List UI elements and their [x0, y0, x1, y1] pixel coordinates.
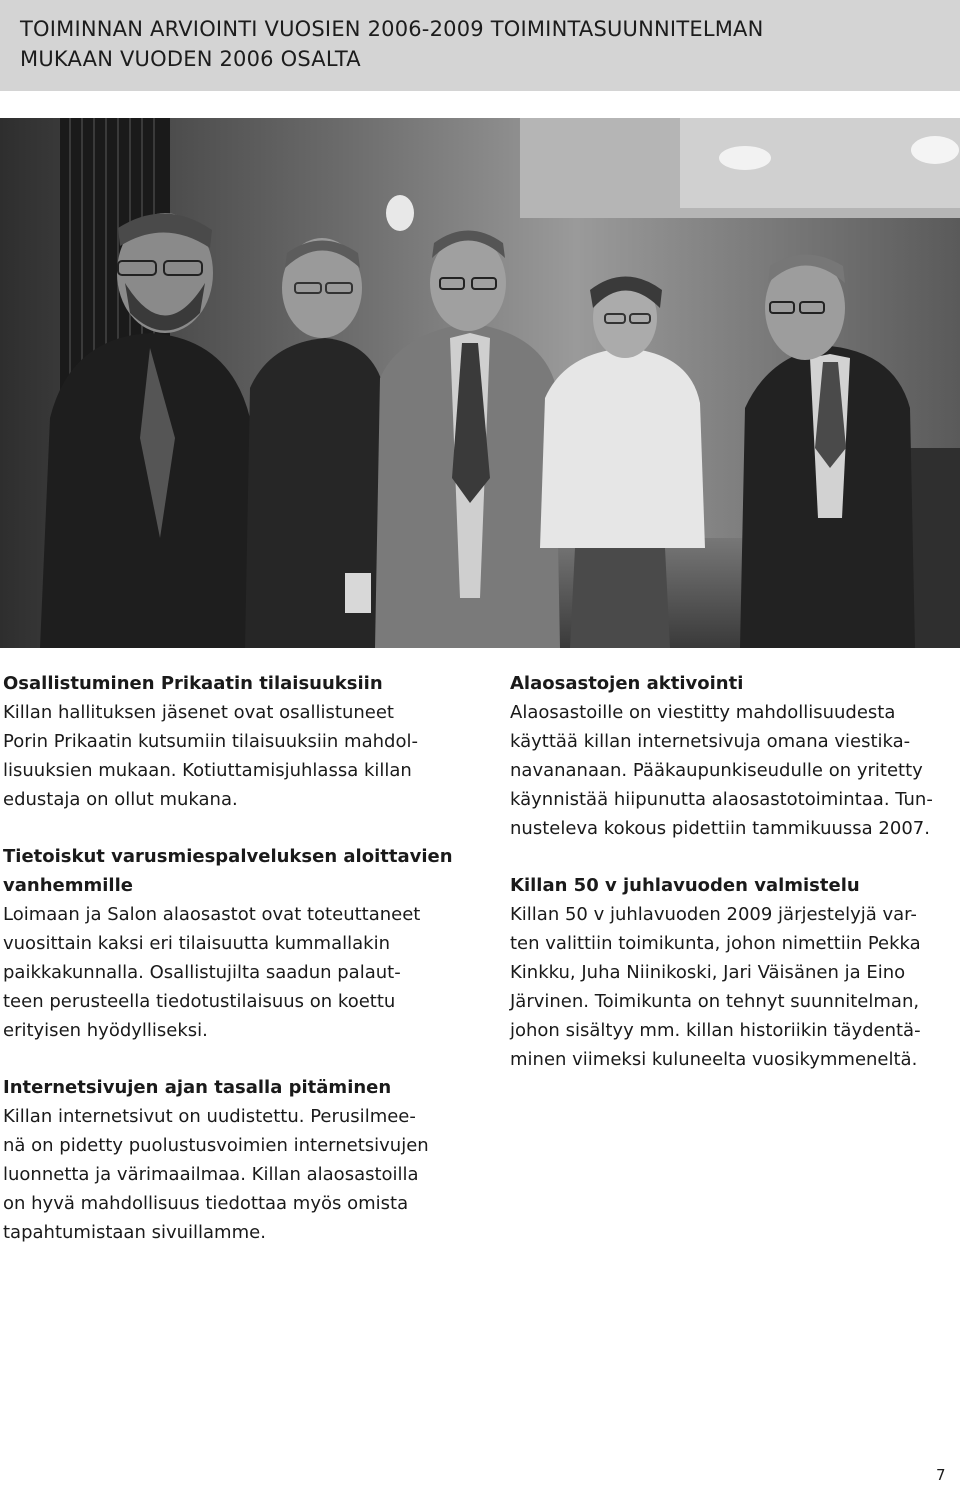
section-body [3, 698, 473, 814]
section-heading [510, 871, 955, 900]
body-line: minen viimeksi kuluneelta vuosikymmeneltä. [510, 1049, 918, 1070]
section-heading [3, 842, 473, 900]
heading-line: Internetsivujen ajan tasalla pitäminen [3, 1077, 392, 1098]
section-body [510, 698, 955, 843]
article-section [510, 669, 955, 843]
body-line: luonnetta ja värimaailmaa. Killan alaosastoilla [3, 1164, 419, 1185]
section-heading [3, 669, 473, 698]
body-line: lisuuksien mukaan. Kotiuttamisjuhlassa killan [3, 760, 412, 781]
body-line: navananaan. Pääkaupunkiseudulle on yritetty [510, 760, 923, 781]
body-line: on hyvä mahdollisuus tiedottaa myös omista [3, 1193, 409, 1214]
body-line: edustaja on ollut mukana. [3, 789, 238, 810]
page-number: 7 [936, 1466, 946, 1484]
page-title [20, 14, 920, 74]
photo-wall-lamp [386, 195, 414, 231]
body-line: ten valittiin toimikunta, johon nimettiin Pekka [510, 933, 921, 954]
body-line: Kinkku, Juha Niinikoski, Jari Väisänen ja Eino [510, 962, 906, 983]
section-heading [3, 1073, 473, 1102]
article-section [3, 669, 473, 814]
heading-line: vanhemmille [3, 875, 133, 896]
page-title-line: TOIMINNAN ARVIOINTI VUOSIEN 2006-2009 TOIMINTASUUNNITELMAN [20, 17, 764, 41]
group-photo [0, 118, 960, 648]
body-line: Loimaan ja Salon alaosastot ovat toteuttaneet [3, 904, 421, 925]
body-line: käynnistää hiipunutta alaosastotoimintaa. Tun- [510, 789, 933, 810]
right-column [510, 669, 955, 1102]
body-line: Killan 50 v juhlavuoden 2009 järjestelyjä var- [510, 904, 917, 925]
body-line: Killan hallituksen jäsenet ovat osallistuneet [3, 702, 394, 723]
photo-ceiling-lamp [719, 146, 771, 170]
body-line: Killan internetsivut on uudistettu. Perusilmee- [3, 1106, 416, 1127]
body-line: Järvinen. Toimikunta on tehnyt suunnitelman, [510, 991, 920, 1012]
body-line: johon sisältyy mm. killan historiikin täydentä- [510, 1020, 921, 1041]
body-line: nusteleva kokous pidettiin tammikuussa 2007. [510, 818, 930, 839]
body-line: Alaosastoille on viestitty mahdollisuudesta [510, 702, 896, 723]
page-title-line: MUKAAN VUODEN 2006 OSALTA [20, 47, 361, 71]
body-line: erityisen hyödylliseksi. [3, 1020, 208, 1041]
body-line: nä on pidetty puolustusvoimien internetsivujen [3, 1135, 429, 1156]
heading-line: Tietoiskut varusmiespalveluksen aloittavien [3, 846, 453, 867]
left-column [3, 669, 473, 1275]
body-line: vuosittain kaksi eri tilaisuutta kummallakin [3, 933, 390, 954]
section-body [3, 900, 473, 1045]
heading-line: Osallistuminen Prikaatin tilaisuuksiin [3, 673, 383, 694]
heading-line: Killan 50 v juhlavuoden valmistelu [510, 875, 860, 896]
header-band [0, 0, 960, 91]
article-section [510, 871, 955, 1074]
section-heading [510, 669, 955, 698]
photo-ceiling-lamp [911, 136, 959, 164]
body-line: Porin Prikaatin kutsumiin tilaisuuksiin mahdol- [3, 731, 418, 752]
body-line: käyttää killan internetsivuja omana viestika- [510, 731, 911, 752]
body-line: tapahtumistaan sivuillamme. [3, 1222, 266, 1243]
section-body [510, 900, 955, 1074]
section-body [3, 1102, 473, 1247]
article-section [3, 842, 473, 1045]
body-line: paikkakunnalla. Osallistujilta saadun palaut- [3, 962, 401, 983]
article-section [3, 1073, 473, 1247]
body-line: teen perusteella tiedotustilaisuus on koettu [3, 991, 396, 1012]
heading-line: Alaosastojen aktivointi [510, 673, 744, 694]
